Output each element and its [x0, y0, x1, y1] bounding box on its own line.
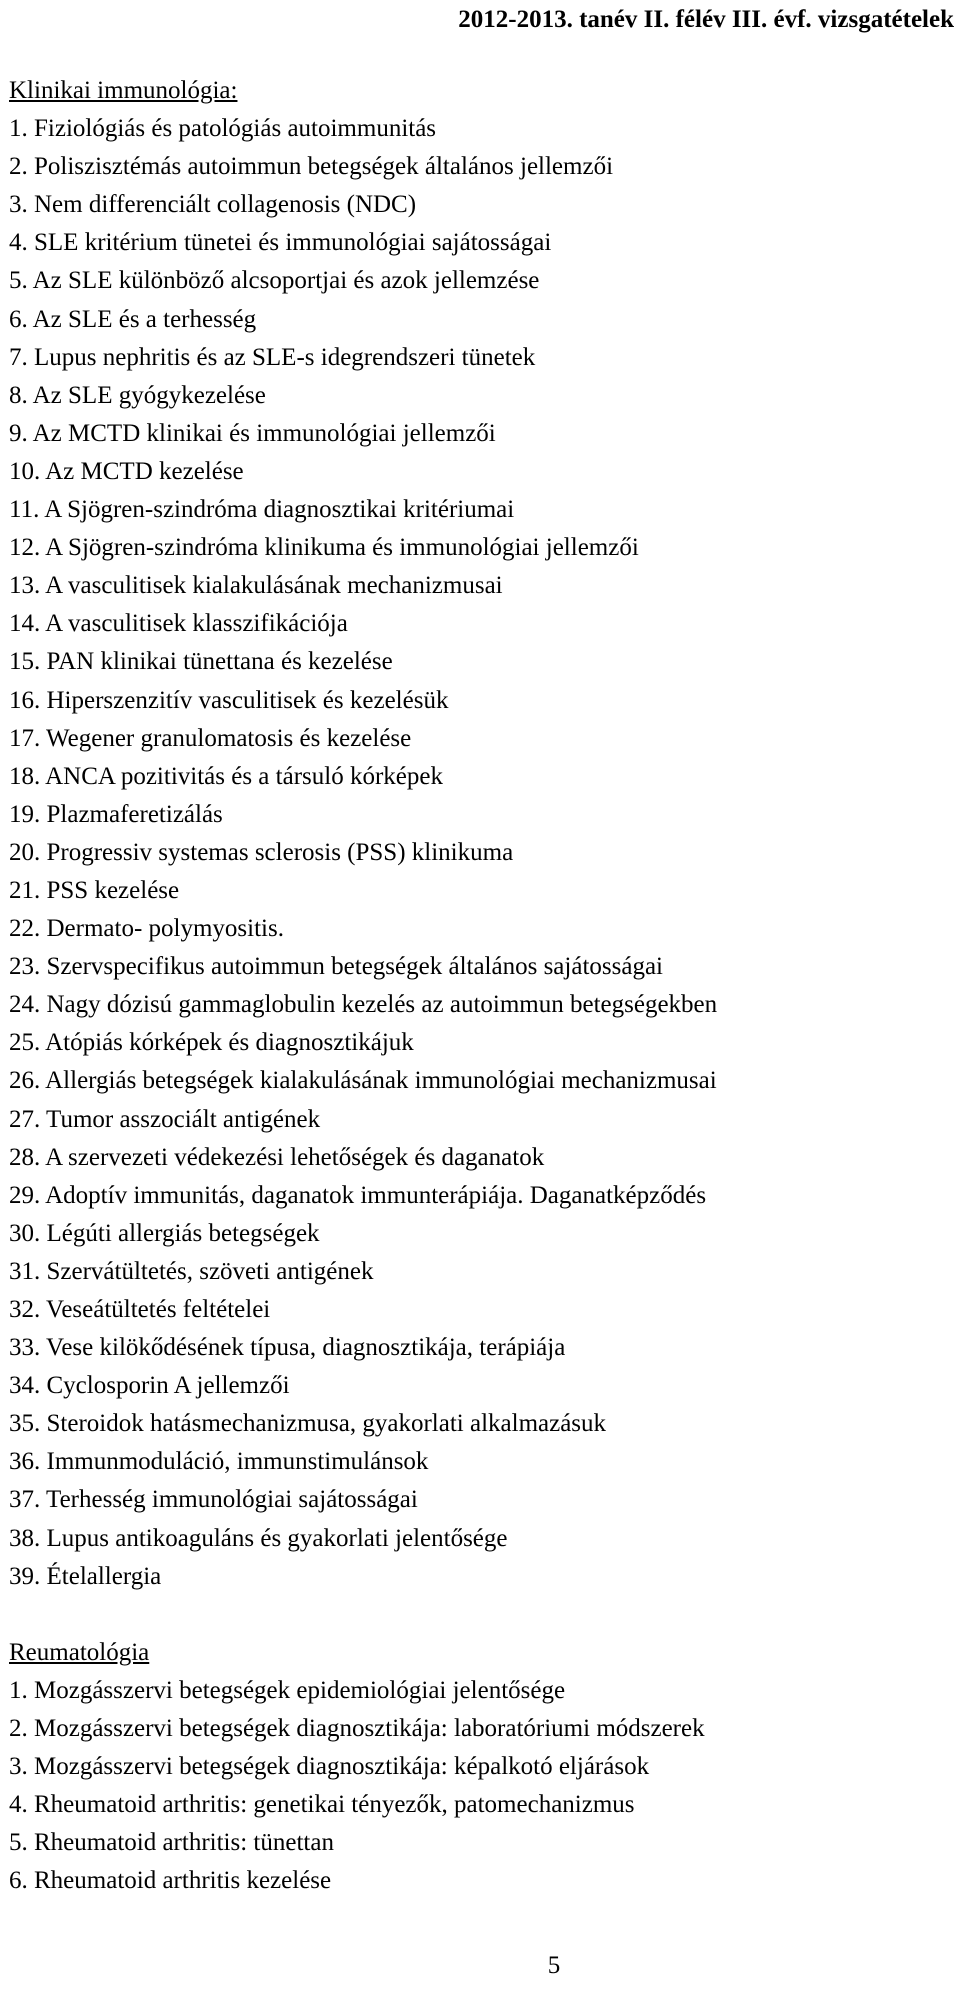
list-item: 25. Atópiás kórképek és diagnosztikájuk [9, 1029, 414, 1057]
list-item: 20. Progressiv systemas sclerosis (PSS) klinikuma [9, 838, 514, 866]
list-item: 1. Mozgásszervi betegségek epidemiológiai jelentősége [9, 1676, 566, 1704]
list-item: 9. Az MCTD klinikai és immunológiai jellemzői [9, 419, 496, 447]
list-item: 2. Poliszisztémás autoimmun betegségek általános jellemzői [9, 153, 614, 181]
list-item: 37. Terhesség immunológiai sajátosságai [9, 1486, 418, 1514]
section-title: Klinikai immunológia: [9, 77, 238, 104]
list-item: 34. Cyclosporin A jellemzői [9, 1372, 290, 1400]
exam-topic-list [9, 110, 949, 1596]
list-item: 30. Légúti allergiás betegségek [9, 1219, 320, 1247]
list-item: 4. SLE kritérium tünetei és immunológiai sajátosságai [9, 229, 552, 257]
list-item: 5. Rheumatoid arthritis: tünettan [9, 1829, 334, 1857]
section-title: Reumatológia [9, 1638, 150, 1666]
list-item: 4. Rheumatoid arthritis: genetikai tényezők, patomechanizmus [9, 1791, 635, 1819]
list-item: 21. PSS kezelése [9, 876, 180, 904]
list-item: 6. Rheumatoid arthritis kezelése [9, 1867, 332, 1895]
list-item: 1. Fiziológiás és patológiás autoimmunitás [9, 115, 437, 143]
list-item: 32. Veseátültetés feltételei [9, 1296, 271, 1323]
list-item: 17. Wegener granulomatosis és kezelése [9, 724, 412, 752]
section-spacer [9, 1596, 949, 1634]
document-body [9, 72, 949, 1900]
list-item: 5. Az SLE különböző alcsoportjai és azok jellemzése [9, 267, 540, 295]
list-item: 35. Steroidok hatásmechanizmusa, gyakorlati alkalmazásuk [9, 1410, 607, 1438]
list-item: 16. Hiperszenzitív vasculitisek és kezelésük [9, 686, 449, 714]
list-item: 12. A Sjögren-szindróma klinikuma és immunológiai jellemzői [9, 534, 639, 562]
list-item: 10. Az MCTD kezelése [9, 457, 244, 485]
list-item: 26. Allergiás betegségek kialakulásának immunológiai mechanizmusai [9, 1067, 717, 1095]
list-item: 38. Lupus antikoaguláns és gyakorlati jelentősége [9, 1524, 508, 1552]
page-header-title: 2012-2013. tanév II. félév III. évf. vizsgatételek [458, 6, 954, 33]
list-item: 8. Az SLE gyógykezelése [9, 381, 266, 409]
list-item: 27. Tumor asszociált antigének [9, 1105, 321, 1133]
list-item: 33. Vese kilökődésének típusa, diagnosztikája, terápiája [9, 1334, 566, 1362]
page-number: 5 [547, 1952, 561, 1979]
list-item: 3. Nem differenciált collagenosis (NDC) [9, 191, 417, 219]
list-item: 36. Immunmoduláció, immunstimulánsok [9, 1448, 429, 1476]
list-item: 31. Szervátültetés, szöveti antigének [9, 1257, 374, 1285]
list-item: 11. A Sjögren-szindróma diagnosztikai kritériumai [9, 496, 515, 524]
list-item: 15. PAN klinikai tünettana és kezelése [9, 648, 393, 676]
list-item: 13. A vasculitisek kialakulásának mechanizmusai [9, 572, 503, 600]
list-item: 3. Mozgásszervi betegségek diagnosztikája: képalkotó eljárások [9, 1753, 650, 1781]
section-rheumatology [9, 1634, 949, 1901]
list-item: 39. Ételallergia [9, 1562, 162, 1590]
list-item: 22. Dermato- polymyositis. [9, 915, 284, 943]
list-item: 19. Plazmaferetizálás [9, 800, 223, 828]
list-item: 18. ANCA pozitivitás és a társuló kórképek [9, 762, 443, 790]
list-item: 29. Adoptív immunitás, daganatok immunterápiája. Daganatképződés [9, 1181, 707, 1209]
list-item: 14. A vasculitisek klasszifikációja [9, 610, 348, 638]
list-item: 28. A szervezeti védekezési lehetőségek és daganatok [9, 1143, 545, 1171]
list-item: 2. Mozgásszervi betegségek diagnosztikája: laboratóriumi módszerek [9, 1714, 705, 1742]
list-item: 6. Az SLE és a terhesség [9, 305, 257, 333]
list-item: 7. Lupus nephritis és az SLE-s idegrendszeri tünetek [9, 343, 536, 371]
list-item: 24. Nagy dózisú gammaglobulin kezelés az autoimmun betegségekben [9, 991, 718, 1019]
exam-topic-list [9, 1672, 949, 1901]
section-clinical-immunology [9, 72, 949, 1596]
list-item: 23. Szervspecifikus autoimmun betegségek általános sajátosságai [9, 953, 663, 981]
